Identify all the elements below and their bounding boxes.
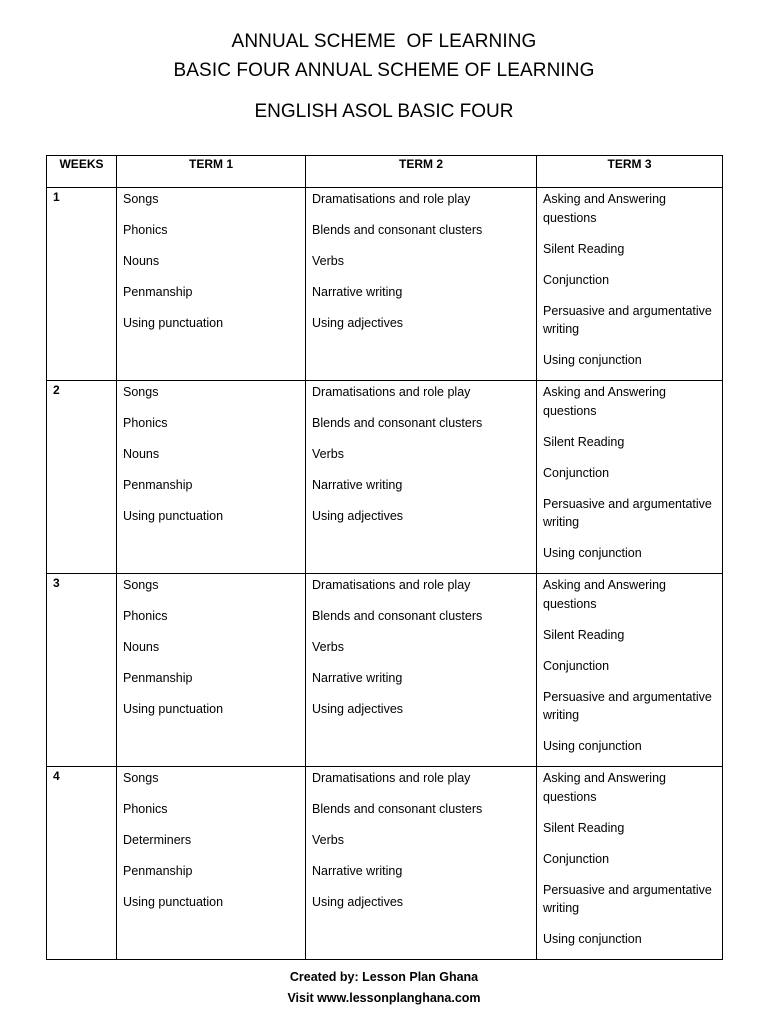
term-3-cell <box>537 767 723 960</box>
table-row <box>47 767 723 960</box>
topic-list <box>312 383 530 526</box>
title-line-1: ANNUAL SCHEME OF LEARNING <box>231 31 537 52</box>
topic-item: Verbs <box>312 833 344 847</box>
topic-list <box>312 576 530 719</box>
topic-item: Asking and Answering questions <box>543 771 666 804</box>
topic-item: Using adjectives <box>312 895 404 909</box>
topic-item: Using conjunction <box>543 932 642 946</box>
table-header-row <box>47 156 723 188</box>
topic-item: Silent Reading <box>543 434 625 449</box>
topic-item: Using adjectives <box>312 509 404 523</box>
topic-item: Songs <box>123 385 159 399</box>
column-header-term-3: TERM 3 <box>537 156 723 188</box>
topic-item: Phonics <box>123 223 168 237</box>
topic-item: Phonics <box>123 609 168 623</box>
week-number: 2 <box>47 381 117 574</box>
topic-item: Verbs <box>312 640 344 654</box>
topic-item: Using conjunction <box>543 353 642 367</box>
column-header-weeks: WEEKS <box>47 156 117 188</box>
table-row <box>47 574 723 767</box>
topic-list <box>123 769 299 912</box>
topic-item: Persuasive and argumentative writing <box>543 496 712 529</box>
topic-item: Conjunction <box>543 272 610 287</box>
topic-item: Songs <box>123 578 159 592</box>
scheme-table <box>46 155 723 960</box>
topic-item: Nouns <box>123 447 160 461</box>
topic-item: Narrative writing <box>312 285 403 299</box>
topic-item: Using punctuation <box>123 895 224 909</box>
topic-item: Silent Reading <box>543 241 625 256</box>
footer-created-by: Created by: Lesson Plan Ghana <box>289 970 479 984</box>
term-1-cell <box>117 574 306 767</box>
topic-item: Conjunction <box>543 851 610 866</box>
topic-item: Penmanship <box>123 864 193 878</box>
topic-item: Songs <box>123 192 159 206</box>
topic-list <box>123 190 299 333</box>
topic-item: Phonics <box>123 802 168 816</box>
topic-list <box>123 383 299 526</box>
topic-item: Narrative writing <box>312 671 403 685</box>
topic-item: Using conjunction <box>543 546 642 560</box>
topic-item: Narrative writing <box>312 864 403 878</box>
topic-item: Dramatisations and role play <box>312 578 471 592</box>
topic-item: Asking and Answering questions <box>543 385 666 418</box>
topic-item: Nouns <box>123 640 160 654</box>
term-3-cell <box>537 574 723 767</box>
topic-list <box>543 576 716 756</box>
topic-item: Using punctuation <box>123 702 224 716</box>
topic-item: Determiners <box>123 833 192 847</box>
topic-item: Blends and consonant clusters <box>312 223 483 237</box>
topic-item: Dramatisations and role play <box>312 192 471 206</box>
term-2-cell <box>306 188 537 381</box>
topic-item: Dramatisations and role play <box>312 771 471 785</box>
topic-item: Silent Reading <box>543 820 625 835</box>
term-3-cell <box>537 381 723 574</box>
term-2-cell <box>306 767 537 960</box>
topic-item: Phonics <box>123 416 168 430</box>
topic-item: Using adjectives <box>312 702 404 716</box>
topic-item: Using conjunction <box>543 739 642 753</box>
term-1-cell <box>117 188 306 381</box>
topic-item: Using punctuation <box>123 316 224 330</box>
topic-item: Conjunction <box>543 465 610 480</box>
topic-list <box>543 190 716 370</box>
topic-item: Dramatisations and role play <box>312 385 471 399</box>
subject-heading: ENGLISH ASOL BASIC FOUR <box>254 101 514 122</box>
topic-item: Blends and consonant clusters <box>312 802 483 816</box>
column-header-term-1: TERM 1 <box>117 156 306 188</box>
topic-item: Persuasive and argumentative writing <box>543 689 712 722</box>
term-3-cell <box>537 188 723 381</box>
topic-item: Blends and consonant clusters <box>312 416 483 430</box>
topic-list <box>312 769 530 912</box>
table-row <box>47 188 723 381</box>
topic-item: Penmanship <box>123 478 193 492</box>
topic-item: Persuasive and argumentative writing <box>543 882 712 915</box>
topic-item: Verbs <box>312 447 344 461</box>
topic-item: Using adjectives <box>312 316 404 330</box>
topic-item: Asking and Answering questions <box>543 578 666 611</box>
topic-list <box>543 769 716 949</box>
column-header-term-2: TERM 2 <box>306 156 537 188</box>
topic-item: Silent Reading <box>543 627 625 642</box>
title-line-2: BASIC FOUR ANNUAL SCHEME OF LEARNING <box>173 60 595 81</box>
topic-item: Conjunction <box>543 658 610 673</box>
table-body <box>47 188 723 960</box>
term-2-cell <box>306 574 537 767</box>
topic-item: Narrative writing <box>312 478 403 492</box>
footer-website: Visit www.lessonplanghana.com <box>287 991 481 1005</box>
topic-list <box>123 576 299 719</box>
table-row <box>47 381 723 574</box>
topic-item: Songs <box>123 771 159 785</box>
topic-list <box>543 383 716 563</box>
topic-item: Persuasive and argumentative writing <box>543 303 712 336</box>
term-1-cell <box>117 381 306 574</box>
topic-item: Using punctuation <box>123 509 224 523</box>
footer <box>0 967 768 1009</box>
document-title <box>0 27 768 85</box>
topic-item: Blends and consonant clusters <box>312 609 483 623</box>
topic-list <box>312 190 530 333</box>
topic-item: Verbs <box>312 254 344 268</box>
topic-item: Penmanship <box>123 285 193 299</box>
term-1-cell <box>117 767 306 960</box>
topic-item: Nouns <box>123 254 160 268</box>
week-number: 3 <box>47 574 117 767</box>
topic-item: Penmanship <box>123 671 193 685</box>
topic-item: Asking and Answering questions <box>543 192 666 225</box>
week-number: 1 <box>47 188 117 381</box>
week-number: 4 <box>47 767 117 960</box>
term-2-cell <box>306 381 537 574</box>
